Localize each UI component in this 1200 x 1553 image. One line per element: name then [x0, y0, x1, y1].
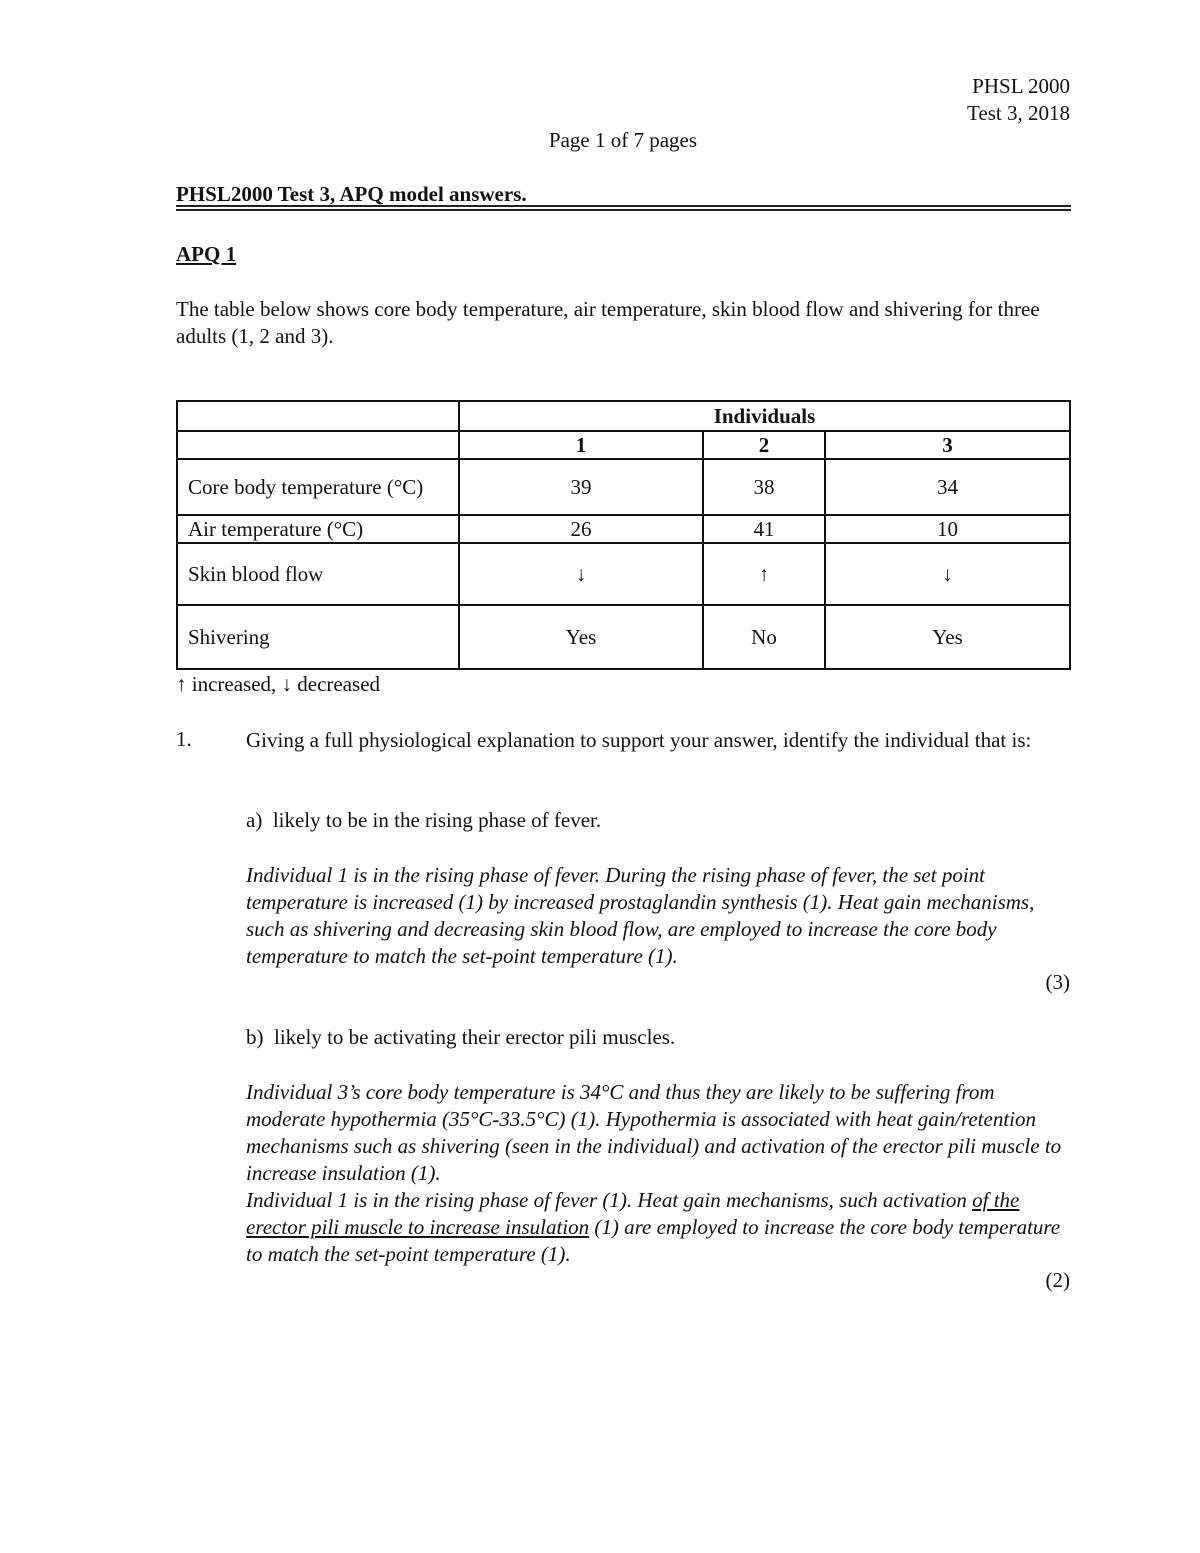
test-info: Test 3, 2018	[967, 101, 1070, 125]
document-title: PHSL2000 Test 3, APQ model answers.	[176, 182, 527, 206]
column-header: 3	[825, 431, 1070, 459]
column-header: 1	[459, 431, 703, 459]
up-arrow-icon: ↑	[703, 543, 825, 605]
page-number: Page 1 of 7 pages	[548, 128, 698, 152]
answer-part-b	[246, 1079, 1076, 1268]
table-row	[177, 605, 1070, 669]
table-cell: 41	[703, 515, 825, 543]
column-header: 2	[703, 431, 825, 459]
table-row	[177, 459, 1070, 515]
table-cell: 10	[825, 515, 1070, 543]
table-cell: 39	[459, 459, 703, 515]
row-label: Skin blood flow	[177, 543, 459, 605]
table-cell: 38	[703, 459, 825, 515]
table-cell: Yes	[825, 605, 1070, 669]
row-label: Core body temperature (°C)	[177, 459, 459, 515]
table-row	[177, 543, 1070, 605]
answer-part-b-text-end: (1) are employed to increase the core body temperature to match the set-point temperature (1).	[246, 1215, 1061, 1266]
data-table	[176, 400, 1071, 670]
table-cell-empty	[177, 431, 459, 459]
group-header-individuals: Individuals	[459, 401, 1070, 431]
course-code: PHSL 2000	[972, 74, 1070, 98]
marks-part-a: (3)	[1045, 970, 1070, 994]
row-label: Air temperature (°C)	[177, 515, 459, 543]
answer-part-b-underlined: of the erector pili muscle to increase insulation	[246, 1188, 1020, 1239]
table-cell: Yes	[459, 605, 703, 669]
down-arrow-icon: ↓	[459, 543, 703, 605]
marks-part-b: (2)	[1045, 1268, 1070, 1292]
table-header-row	[177, 401, 1070, 431]
section-heading: APQ 1	[176, 242, 237, 266]
row-label: Shivering	[177, 605, 459, 669]
answer-part-b-paragraph-1: Individual 3’s core body temperature is 34°C and thus they are likely to be suffering from moderate hypothermia (35°C-33.5°C) (1). Hypothermia is associated with heat gain/retention mechanisms such as shivering (seen in the individual) and activation of the erector pili muscle to increase insulation (1).	[246, 1080, 1062, 1185]
intro-paragraph: The table below shows core body temperature, air temperature, skin blood flow and shivering for three adults (1, 2 and 3).	[176, 297, 1040, 348]
question-part-b: b) likely to be activating their erector pili muscles.	[246, 1025, 676, 1049]
question-number: 1.	[176, 727, 192, 751]
down-arrow-icon: ↓	[825, 543, 1070, 605]
table-cell-empty	[177, 401, 459, 431]
answer-part-b-text: Individual 1 is in the rising phase of fever (1). Heat gain mechanisms, such activation	[246, 1188, 967, 1212]
answer-part-b-paragraph-2	[246, 1187, 1076, 1268]
table-column-row	[177, 431, 1070, 459]
table-row	[177, 515, 1070, 543]
table-cell: No	[703, 605, 825, 669]
answer-part-a: Individual 1 is in the rising phase of fever. During the rising phase of fever, the set point temperature is increased (1) by increased prostaglandin synthesis (1). Heat gain mechanisms, such as shivering and decreasing skin blood flow, are employed to increase the core body temperature to match the set-point temperature (1).	[246, 863, 1035, 968]
question-part-a: a) likely to be in the rising phase of fever.	[246, 808, 602, 832]
table-legend: ↑ increased, ↓ decreased	[176, 672, 381, 696]
table-cell: 34	[825, 459, 1070, 515]
table-cell: 26	[459, 515, 703, 543]
question-text: Giving a full physiological explanation to support your answer, identify the individual that is:	[246, 728, 1032, 752]
title-double-rule	[176, 205, 1071, 211]
